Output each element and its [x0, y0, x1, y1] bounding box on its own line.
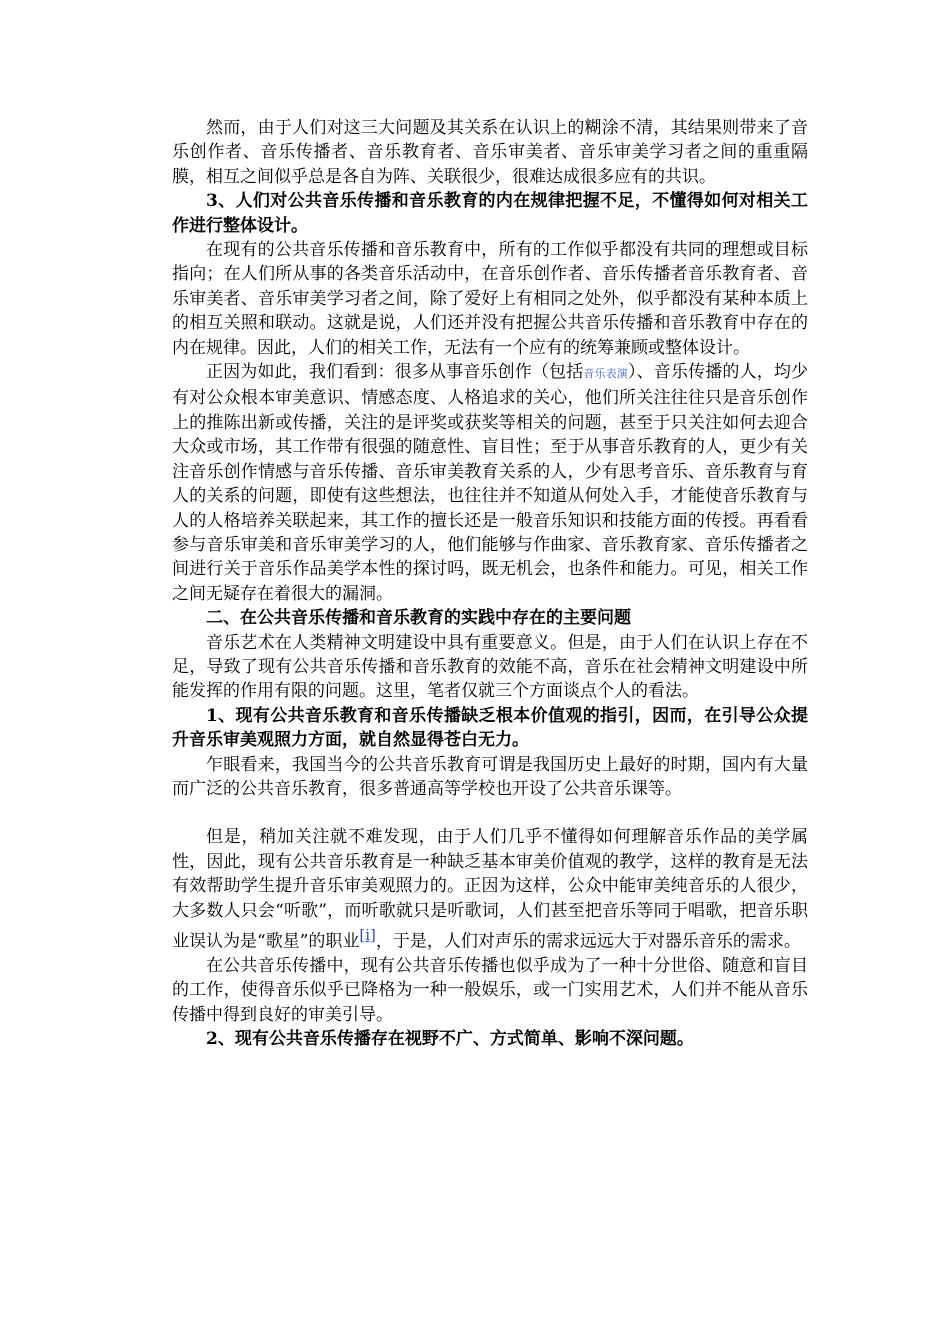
paragraph-2: 在现有的公共音乐传播和音乐教育中，所有的工作似乎都没有共同的理想或目标指向；在人们所从事的各类音乐活动中，在音乐创作者、音乐传播者音乐教育者、音乐审美者、音乐审美学习者之间，除了爱好上有相同之处外，似乎都没有某种本质上的相互关照和联动。这就是说，人们还并没有把握公共音乐传播和音乐教育中存在的内在规律。因此，人们的相关工作，无法有一个应有的统筹兼顾或整体设计。: [172, 240, 808, 358]
music-performance-link[interactable]: 音乐表演: [583, 367, 628, 381]
paragraph-6-text-b: ，于是，人们对声乐的需求远远大于对器乐音乐的需求。: [375, 931, 801, 952]
paragraph-1: 然而，由于人们对这三大问题及其关系在认识上的糊涂不清，其结果则带来了音乐创作者、音乐传播者、音乐教育者、音乐审美者、音乐审美学习者之间的重重隔膜，相互之间似乎总是各自为阵、关联很少，很难达成很多应有的共识。: [172, 118, 808, 187]
document-body: [172, 116, 808, 1052]
paragraph-3: [172, 360, 808, 606]
heading-point-3: 3、人们对公共音乐传播和音乐教育的内在规律把握不足，不懂得如何对相关工作进行整体设计。: [172, 191, 808, 236]
footnote-link[interactable]: [i]: [359, 926, 376, 944]
paragraph-5: 乍眼看来，我国当今的公共音乐教育可谓是我国历史上最好的时期，国内有大量而广泛的公共音乐教育，很多普通高等学校也开设了公共音乐课等。: [172, 754, 808, 799]
heading-point-2: 2、现有公共音乐传播存在视野不广、方式简单、影响不深问题。: [206, 1029, 694, 1050]
section-2-heading: 二、在公共音乐传播和音乐教育的实践中存在的主要问题: [206, 608, 631, 629]
paragraph-3-text-b: ）、音乐传播的人，均少有对公众根本审美意识、情感态度、人格追求的关心，他们所关注往往只是音乐创作上的推陈出新或传播，关注的是评奖或获奖等相关的问题，甚至于只关注如何去迎合大众或市场，其工作带有很强的随意性、盲目性；至于从事音乐教育的人，更少有关注音乐创作情感与音乐传播、音乐审美教育关系的人，少有思考音乐、音乐教育与育人的关系的问题，即使有这些想法，也往往并不知道从何处入手，才能使音乐教育与人的人格培养关联起来，其工作的擅长还是一般音乐知识和技能方面的传授。再看看参与音乐审美和音乐审美学习的人，他们能够与作曲家、音乐教育家、音乐传播者之间进行关于音乐作品美学本性的探讨吗，既无机会，也条件和能力。可见，相关工作之间无疑存在着很大的漏洞。: [172, 362, 809, 604]
heading-point-1: 1、现有公共音乐教育和音乐传播缺乏根本价值观的指引，因而，在引导公众提升音乐审美观照力方面，就自然显得苍白无力。: [172, 705, 808, 751]
paragraph-6: [172, 825, 808, 954]
blank-line: [172, 801, 808, 825]
paragraph-3-text-a: 正因为如此，我们看到：很多从事音乐创作（包括: [206, 362, 584, 383]
paragraph-6-text-a: 但是，稍加关注就不难发现，由于人们几乎不懂得如何理解音乐作品的美学属性，因此，现有公共音乐教育是一种缺乏基本审美价值观的教学，这样的教育是无法有效帮助学生提升音乐审美观照力的。正因为这样，公众中能审美纯音乐的人很少，大多数人只会“听歌”，而听歌就只是听歌词，人们甚至把音乐等同于唱歌，把音乐职业误认为是“歌星”的职业: [172, 827, 808, 952]
paragraph-4: 音乐艺术在人类精神文明建设中具有重要意义。但是，由于人们在认识上存在不足，导致了现有公共音乐传播和音乐教育的效能不高，音乐在社会精神文明建设中所能发挥的作用有限的问题。这里，笔者仅就三个方面谈点个人的看法。: [172, 632, 808, 702]
paragraph-7: 在公共音乐传播中，现有公共音乐传播也似乎成为了一种十分世俗、随意和盲目的工作，使得音乐似乎已降格为一种一般娱乐，或一门实用艺术，人们并不能从音乐传播中得到良好的审美引导。: [172, 956, 808, 1025]
